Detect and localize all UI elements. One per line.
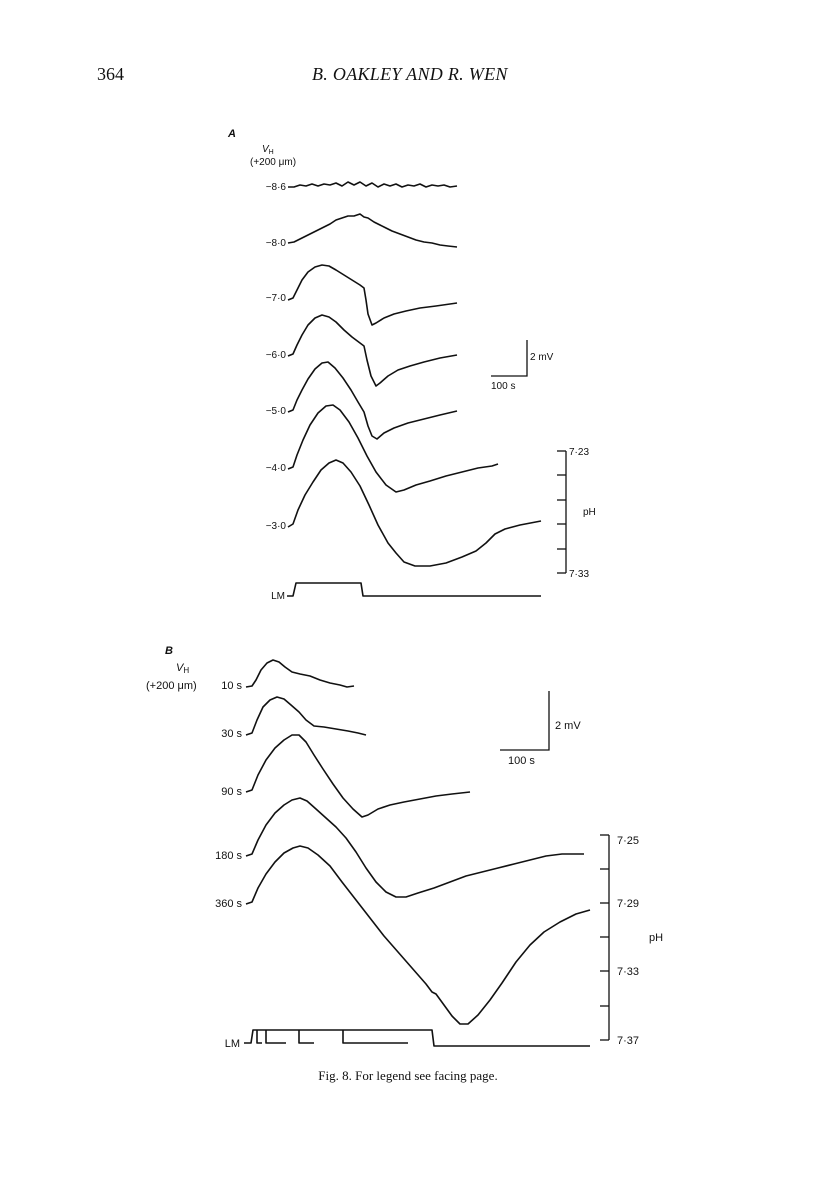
panel-b-stimulus-step	[299, 1030, 314, 1043]
panel-a-trace-label: −8·0	[265, 238, 286, 249]
panel-b-ph-tick-label: 7·37	[617, 1035, 640, 1047]
panel-a-trace-label: −5·0	[265, 406, 286, 417]
panel-a-ph-axis-label: pH	[583, 507, 596, 518]
panel-a-trace	[288, 405, 498, 492]
panel-a-trace	[288, 265, 457, 325]
panel-b-scale-time: 100 s	[508, 755, 535, 767]
panel-a-scale-bar	[491, 340, 527, 376]
panel-a-label: A	[228, 128, 236, 140]
running-head: B. OAKLEY AND R. WEN	[312, 64, 508, 84]
panel-b-trace	[246, 846, 590, 1024]
panel-a-trace-label: −8·6	[265, 182, 286, 193]
page-number: 364	[97, 64, 124, 84]
panel-b-stimulus-step	[244, 1030, 590, 1046]
panel-b-vh-note: (+200 μm)	[146, 680, 197, 692]
panel-b	[146, 645, 663, 1050]
panel-a-vh-note: (+200 μm)	[250, 157, 297, 168]
panel-b-stimulus-trace	[244, 1030, 590, 1046]
panel-b-scale-bar	[500, 691, 549, 750]
panel-b-ph-tick-label: 7·25	[617, 835, 640, 847]
figure-caption: Fig. 8. For legend see facing page.	[318, 1068, 498, 1083]
panel-b-vh-label: VH	[176, 662, 190, 675]
panel-b-trace-label: 90 s	[221, 786, 242, 798]
panel-a-ph-tick-label: 7·33	[569, 569, 590, 580]
panel-b-scale-voltage: 2 mV	[555, 720, 581, 732]
panel-a-trace	[288, 315, 457, 386]
panel-a-scale-time: 100 s	[491, 381, 516, 392]
panel-a-trace-label: −3·0	[265, 521, 286, 532]
panel-a	[227, 128, 596, 602]
panel-b-trace-label: 30 s	[221, 728, 242, 740]
panel-a-trace	[288, 460, 541, 566]
panel-b-trace	[246, 660, 354, 687]
panel-b-stimulus-label: LM	[224, 1038, 240, 1050]
panel-b-trace-label: 360 s	[215, 898, 242, 910]
panel-b-stimulus-step	[343, 1030, 408, 1043]
panel-a-stimulus-label: LM	[271, 591, 285, 602]
panel-a-vh-label: $V_H$	[262, 144, 274, 156]
panel-a-ph-tick-label: 7·23	[569, 447, 590, 458]
panel-b-ph-axis-label: pH	[649, 932, 664, 944]
panel-a-scale-voltage: 2 mV	[530, 352, 554, 363]
panel-b-trace	[246, 697, 366, 735]
panel-b-label: B	[165, 645, 173, 657]
panel-b-stimulus-step	[266, 1030, 286, 1043]
panel-a-trace-label: −7·0	[265, 293, 286, 304]
panel-a-trace-label: −6·0	[265, 350, 286, 361]
panel-b-ph-tick-label: 7·33	[617, 966, 640, 978]
panel-b-ph-tick-label: 7·29	[617, 898, 640, 910]
panel-b-trace	[246, 735, 470, 817]
panel-b-ph-ticks	[600, 835, 609, 1040]
panel-b-trace-label: 10 s	[221, 680, 242, 692]
panel-a-stimulus-trace	[287, 583, 541, 596]
panel-a-trace-label: −4·0	[265, 463, 286, 474]
panel-a-ph-ticks	[557, 451, 566, 573]
panel-b-stimulus-step	[257, 1030, 262, 1043]
panel-a-trace	[288, 362, 457, 439]
panel-b-trace-label: 180 s	[215, 850, 242, 862]
panel-a-trace	[288, 182, 457, 187]
panel-a-trace	[288, 214, 457, 247]
